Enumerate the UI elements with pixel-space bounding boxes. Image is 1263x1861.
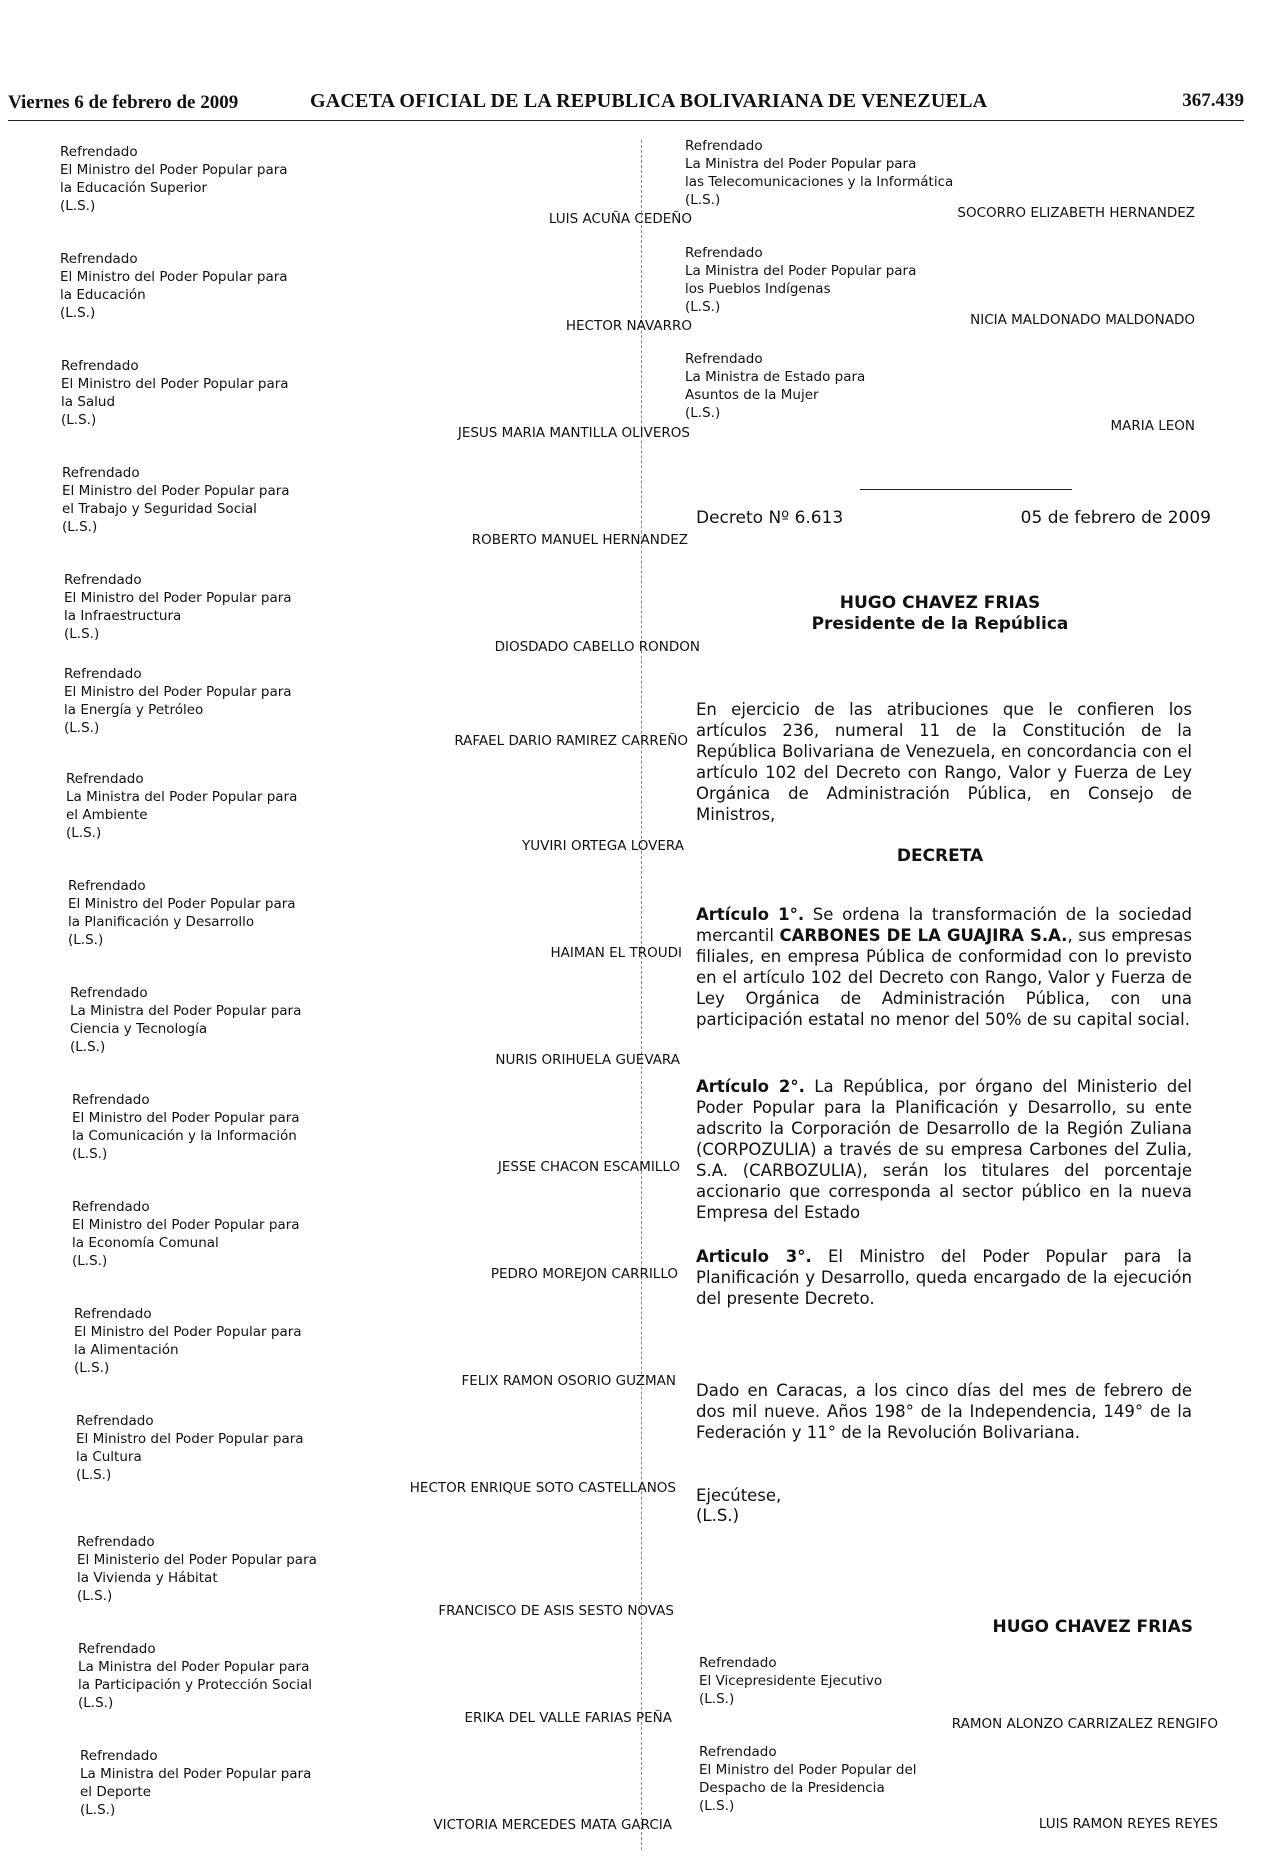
signer-name: HECTOR ENRIQUE SOTO CASTELLANOS	[409, 1480, 676, 1496]
signer-name: LUIS RAMON REYES REYES	[1038, 1816, 1218, 1832]
article-1	[696, 904, 1192, 1030]
office-line: El Ministro del Poder Popular para	[60, 162, 288, 178]
office-line: La Ministra del Poder Popular para	[685, 156, 917, 172]
signer-name: NICIA MALDONADO MALDONADO	[970, 312, 1195, 328]
refrendado-label: Refrendado	[685, 245, 763, 261]
signer-name: ERIKA DEL VALLE FARIAS PEÑA	[464, 1710, 672, 1726]
preamble: En ejercicio de las atribuciones que le confieren los artículos 236, numeral 11 de la Constitución de la República Bolivariana de Venezuela, en concordancia con el artículo 102 del Decreto con Rango, Valor y Fuerza de Ley Orgánica de Administración Pública, en Consejo de Ministros,	[696, 700, 1192, 824]
signer-name: FELIX RAMON OSORIO GUZMAN	[461, 1373, 676, 1389]
seal-label: (L.S.)	[685, 299, 721, 315]
refrendado-label: Refrendado	[70, 985, 148, 1001]
refrendado-label: Refrendado	[76, 1413, 154, 1429]
refrendado-label: Refrendado	[699, 1655, 777, 1671]
refrendado-label: Refrendado	[66, 771, 144, 787]
office-line: la Economía Comunal	[72, 1235, 219, 1251]
office-line: la Alimentación	[74, 1342, 179, 1358]
left-refrendo-block	[74, 1305, 302, 1377]
seal-label: (L.S.)	[60, 305, 96, 321]
decree-number: Decreto Nº 6.613	[696, 508, 844, 528]
seal-label: (L.S.)	[66, 825, 102, 841]
seal-label: (L.S.)	[80, 1802, 116, 1818]
article-1-label: Artículo 1°.	[696, 905, 805, 924]
office-line: la Planificación y Desarrollo	[68, 914, 255, 930]
seal-label: (L.S.)	[78, 1695, 114, 1711]
office-line: El Ministro del Poder Popular para	[72, 1217, 300, 1233]
office-line: la Infraestructura	[64, 608, 182, 624]
office-line: El Ministro del Poder Popular para	[76, 1431, 304, 1447]
decree-date: 05 de febrero de 2009	[1020, 508, 1211, 528]
left-refrendo-block	[78, 1640, 312, 1712]
office-line: El Ministro del Poder Popular para	[74, 1324, 302, 1340]
signer-name: SOCORRO ELIZABETH HERNANDEZ	[957, 205, 1195, 221]
president-title: Presidente de la República	[811, 614, 1069, 634]
seal-label: (L.S.)	[699, 1798, 735, 1814]
left-refrendo-block	[64, 665, 292, 737]
seal-label: (L.S.)	[685, 405, 721, 421]
article-2	[696, 1076, 1192, 1223]
left-refrendo-block	[76, 1412, 304, 1484]
signer-name: FRANCISCO DE ASIS SESTO NOVAS	[438, 1603, 674, 1619]
column-divider	[641, 140, 642, 1850]
right-top-refrendo-block	[685, 350, 865, 422]
seal-label: (L.S.)	[74, 1360, 110, 1376]
office-line: la Salud	[61, 394, 116, 410]
office-line: El Ministro del Poder Popular para	[62, 483, 290, 499]
refrendado-label: Refrendado	[68, 878, 146, 894]
seal-label: (L.S.)	[72, 1253, 108, 1269]
refrendado-label: Refrendado	[699, 1744, 777, 1760]
refrendado-label: Refrendado	[62, 465, 140, 481]
right-top-refrendo-block	[685, 244, 916, 316]
office-line: las Telecomunicaciones y la Informática	[685, 174, 954, 190]
refrendado-label: Refrendado	[685, 138, 763, 154]
article-1-pre: Se ordena la transformación de la sociedad mercantil	[696, 905, 1192, 945]
office-line: Despacho de la Presidencia	[699, 1780, 885, 1796]
seal-label: (L.S.)	[77, 1588, 113, 1604]
left-refrendo-block	[80, 1747, 311, 1819]
refrendado-label: Refrendado	[60, 144, 138, 160]
seal-label: (L.S.)	[685, 192, 721, 208]
page-header	[8, 92, 1244, 121]
article-3-text: El Ministro del Poder Popular para la Planificación y Desarrollo, queda encargado de la ejecución del presente Decreto.	[696, 1247, 1192, 1308]
office-line: el Trabajo y Seguridad Social	[62, 501, 257, 517]
office-line: El Ministro del Poder Popular para	[72, 1110, 300, 1126]
article-3-label: Articulo 3°.	[696, 1247, 812, 1266]
seal-label: (L.S.)	[64, 720, 100, 736]
right-bottom-refrendo-block	[699, 1654, 882, 1708]
signer-name: MARIA LEON	[1110, 418, 1195, 434]
seal-label: (L.S.)	[60, 198, 96, 214]
office-line: La Ministra del Poder Popular para	[78, 1659, 310, 1675]
office-line: la Energía y Petróleo	[64, 702, 204, 718]
office-line: la Vivienda y Hábitat	[77, 1570, 218, 1586]
refrendado-label: Refrendado	[78, 1641, 156, 1657]
article-3	[696, 1246, 1192, 1309]
seal-label: (L.S.)	[61, 412, 97, 428]
article-2-text: La República, por órgano del Ministerio del Poder Popular para la Planificación y Desarrollo, su ente adscrito la Corporación de Desarrollo de la Región Zuliana (CORPOZULIA) a través de su empresa Carbones del Zulia, S.A. (CARBOZULIA), serán los titulares del porcentaje accionario que corresponda al sector público en la nueva Empresa del Estado	[696, 1077, 1192, 1222]
ejecutese-block	[696, 1486, 781, 1526]
seal-label: (L.S.)	[70, 1039, 106, 1055]
signer-name: HAIMAN EL TROUDI	[550, 945, 682, 961]
decreta-heading: DECRETA	[896, 846, 984, 866]
office-line: El Ministro del Poder Popular para	[61, 376, 289, 392]
signer-name: JESUS MARIA MANTILLA OLIVEROS	[457, 425, 690, 441]
seal-label: (L.S.)	[68, 932, 104, 948]
office-line: El Ministro del Poder Popular para	[68, 896, 296, 912]
office-line: El Ministro del Poder Popular del	[699, 1762, 917, 1778]
left-refrendo-block	[68, 877, 296, 949]
signer-name: YUVIRI ORTEGA LOVERA	[521, 838, 684, 854]
signer-name: JESSE CHACON ESCAMILLO	[497, 1159, 680, 1175]
seal-label: (L.S.)	[76, 1467, 112, 1483]
office-line: La Ministra del Poder Popular para	[70, 1003, 302, 1019]
refrendado-label: Refrendado	[72, 1199, 150, 1215]
left-refrendo-block	[60, 143, 288, 215]
office-line: la Educación Superior	[60, 180, 208, 196]
left-refrendo-block	[72, 1091, 300, 1163]
right-top-refrendo-block	[685, 137, 953, 209]
refrendado-label: Refrendado	[60, 251, 138, 267]
ejecutese: Ejecútese,	[696, 1486, 782, 1505]
signer-name: RAFAEL DARIO RAMIREZ CARREÑO	[454, 733, 688, 749]
office-line: El Ministerio del Poder Popular para	[77, 1552, 317, 1568]
office-line: La Ministra del Poder Popular para	[66, 789, 298, 805]
left-refrendo-block	[62, 464, 290, 536]
signer-name: VICTORIA MERCEDES MATA GARCIA	[433, 1817, 672, 1833]
article-1-company: CARBONES DE LA GUAJIRA S.A.	[779, 926, 1068, 945]
signer-name: ROBERTO MANUEL HERNANDEZ	[471, 532, 688, 548]
office-line: Asuntos de la Mujer	[685, 387, 819, 403]
left-refrendo-block	[72, 1198, 300, 1270]
left-refrendo-block	[77, 1533, 317, 1605]
separator-rule	[860, 489, 1072, 490]
left-refrendo-block	[66, 770, 297, 842]
refrendado-label: Refrendado	[74, 1306, 152, 1322]
header-date: Viernes 6 de febrero de 2009	[8, 92, 239, 113]
seal-label: (L.S.)	[62, 519, 98, 535]
given-in-caracas: Dado en Caracas, a los cinco días del mes de febrero de dos mil nueve. Años 198° de la Independencia, 149° de la Federación y 11° de la Revolución Bolivariana.	[696, 1381, 1192, 1442]
right-bottom-refrendo-block	[699, 1743, 917, 1815]
office-line: la Comunicación y la Información	[72, 1128, 297, 1144]
office-line: el Deporte	[80, 1784, 152, 1800]
left-refrendo-block	[70, 984, 301, 1056]
signer-name: LUIS ACUÑA CEDEÑO	[548, 211, 692, 227]
office-line: El Ministro del Poder Popular para	[60, 269, 288, 285]
office-line: la Educación	[60, 287, 146, 303]
page-number: 367.439	[1182, 90, 1244, 111]
seal-label: (L.S.)	[699, 1691, 735, 1707]
office-line: La Ministra del Poder Popular para	[685, 263, 917, 279]
office-line: Ciencia y Tecnología	[70, 1021, 208, 1037]
signer-name: NURIS ORIHUELA GUEVARA	[495, 1052, 680, 1068]
ejecutese-seal: (L.S.)	[696, 1506, 740, 1525]
seal-label: (L.S.)	[72, 1146, 108, 1162]
office-line: la Participación y Protección Social	[78, 1677, 313, 1693]
office-line: el Ambiente	[66, 807, 148, 823]
signer-name: DIOSDADO CABELLO RONDON	[494, 639, 700, 655]
president-signature: HUGO CHAVEZ FRIAS	[992, 1617, 1193, 1637]
left-refrendo-block	[61, 357, 289, 429]
signer-name: HECTOR NAVARRO	[565, 318, 692, 334]
left-refrendo-block	[64, 571, 292, 643]
office-line: La Ministra de Estado para	[685, 369, 866, 385]
article-1-post: , sus empresas filiales, en empresa Pública de conformidad con lo previsto en el artículo 102 del Decreto con Rango, Valor y Fuerza de Ley Orgánica de Administración Pública, con una participación estatal no menor del 50% de su capital social.	[696, 926, 1192, 1029]
refrendado-label: Refrendado	[64, 572, 142, 588]
refrendado-label: Refrendado	[72, 1092, 150, 1108]
office-line: La Ministra del Poder Popular para	[80, 1766, 312, 1782]
gazette-title: GACETA OFICIAL DE LA REPUBLICA BOLIVARIANA DE VENEZUELA	[310, 90, 988, 112]
office-line: la Cultura	[76, 1449, 142, 1465]
refrendado-label: Refrendado	[64, 666, 142, 682]
refrendado-label: Refrendado	[80, 1748, 158, 1764]
refrendado-label: Refrendado	[77, 1534, 155, 1550]
article-2-label: Artículo 2°.	[696, 1077, 805, 1096]
seal-label: (L.S.)	[64, 626, 100, 642]
left-refrendo-block	[60, 250, 288, 322]
refrendado-label: Refrendado	[685, 351, 763, 367]
signer-name: PEDRO MOREJON CARRILLO	[490, 1266, 678, 1282]
refrendado-label: Refrendado	[61, 358, 139, 374]
signer-name: RAMON ALONZO CARRIZALEZ RENGIFO	[951, 1716, 1218, 1732]
president-name: HUGO CHAVEZ FRIAS	[839, 593, 1041, 613]
office-line: El Ministro del Poder Popular para	[64, 590, 292, 606]
office-line: El Ministro del Poder Popular para	[64, 684, 292, 700]
office-line: los Pueblos Indígenas	[685, 281, 831, 297]
office-line: El Vicepresidente Ejecutivo	[699, 1673, 883, 1689]
